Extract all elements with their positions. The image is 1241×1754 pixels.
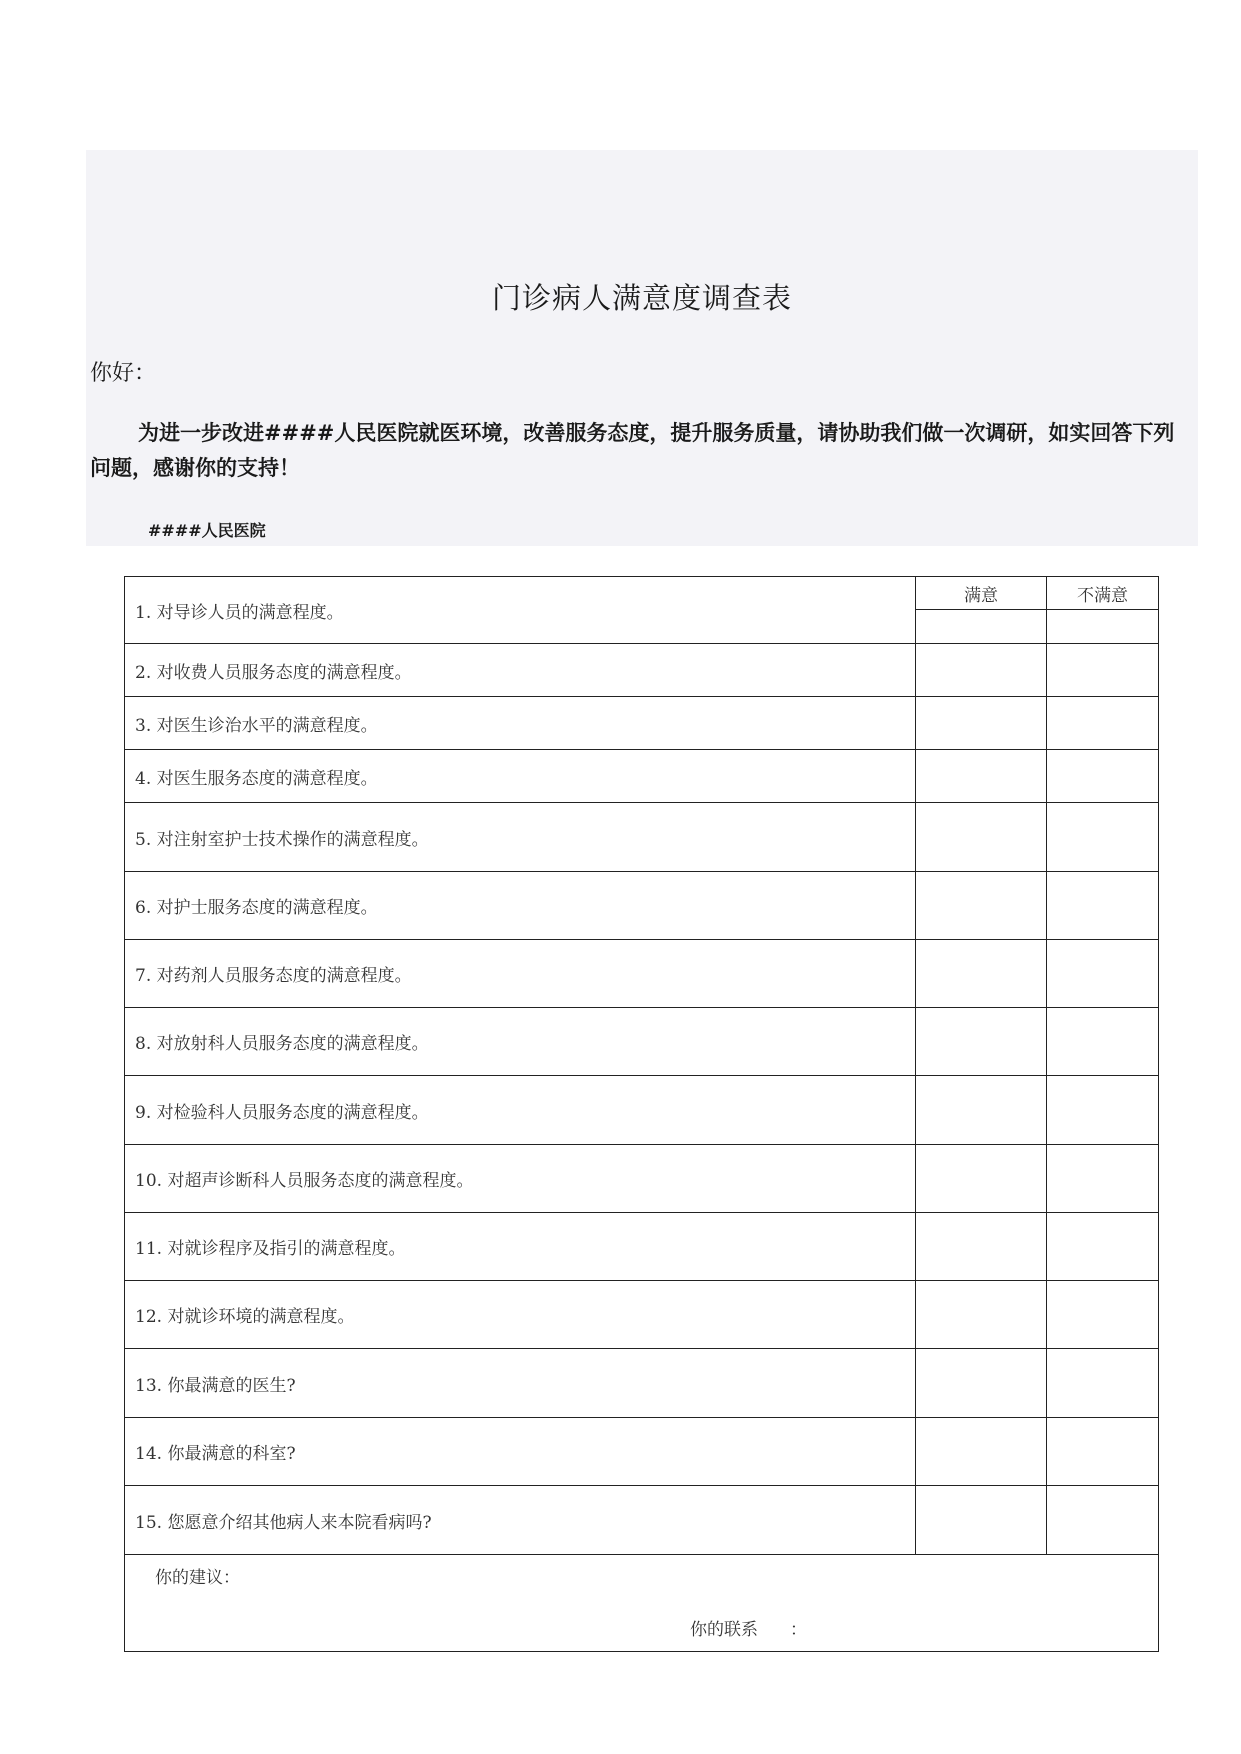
satisfied-checkbox-cell[interactable] [916,610,1047,644]
question-cell: 3. 对医生诊治水平的满意程度。 [125,697,916,750]
table-row [125,1145,1159,1213]
greeting: 你好： [90,361,157,386]
question-cell: 1. 对导诊人员的满意程度。 [125,577,916,644]
unsatisfied-checkbox-cell[interactable] [1047,644,1159,697]
satisfied-checkbox-cell[interactable] [916,750,1047,803]
header-section [86,150,1198,546]
suggestion-area[interactable] [125,1555,1159,1652]
unsatisfied-checkbox-cell[interactable] [1047,610,1159,644]
satisfied-checkbox-cell[interactable] [916,1349,1047,1418]
unsatisfied-checkbox-cell[interactable] [1047,940,1159,1008]
satisfied-checkbox-cell[interactable] [916,940,1047,1008]
question-cell: 5. 对注射室护士技术操作的满意程度。 [125,803,916,872]
contact-colon: ： [790,1620,807,1640]
table-row [125,644,1159,697]
table-row [125,1486,1159,1555]
table-row [125,750,1159,803]
organization-name: ####人民医院 [148,521,266,540]
question-cell: 6. 对护士服务态度的满意程度。 [125,872,916,940]
unsatisfied-checkbox-cell[interactable] [1047,1008,1159,1076]
table-row [125,1076,1159,1145]
satisfied-checkbox-cell[interactable] [916,1486,1047,1555]
column-header-satisfied: 满意 [916,577,1047,610]
unsatisfied-checkbox-cell[interactable] [1047,1213,1159,1281]
table-row [125,803,1159,872]
column-header-unsatisfied: 不满意 [1047,577,1159,610]
table-row [125,1349,1159,1418]
unsatisfied-checkbox-cell[interactable] [1047,697,1159,750]
unsatisfied-checkbox-cell[interactable] [1047,1486,1159,1555]
question-cell: 7. 对药剂人员服务态度的满意程度。 [125,940,916,1008]
satisfied-checkbox-cell[interactable] [916,1008,1047,1076]
survey-table [124,576,1159,1652]
table-row [125,1281,1159,1349]
satisfied-checkbox-cell[interactable] [916,1076,1047,1145]
satisfied-checkbox-cell[interactable] [916,872,1047,940]
table-row [125,872,1159,940]
unsatisfied-checkbox-cell[interactable] [1047,872,1159,940]
question-cell: 8. 对放射科人员服务态度的满意程度。 [125,1008,916,1076]
table-header-row [125,577,1159,610]
table-row [125,1213,1159,1281]
satisfied-checkbox-cell[interactable] [916,1145,1047,1213]
unsatisfied-checkbox-cell[interactable] [1047,750,1159,803]
satisfied-checkbox-cell[interactable] [916,697,1047,750]
unsatisfied-checkbox-cell[interactable] [1047,1281,1159,1349]
contact-label: 你的联系 [690,1620,758,1640]
question-cell: 4. 对医生服务态度的满意程度。 [125,750,916,803]
satisfied-checkbox-cell[interactable] [916,803,1047,872]
unsatisfied-checkbox-cell[interactable] [1047,803,1159,872]
table-row [125,697,1159,750]
intro-paragraph: 为进一步改进####人民医院就医环境，改善服务态度，提升服务质量，请协助我们做一次调研，如实回答下列问题，感谢你的支持！ [90,421,1175,480]
page-title: 门诊病人满意度调查表 [491,281,792,315]
question-cell: 9. 对检验科人员服务态度的满意程度。 [125,1076,916,1145]
table-row [125,940,1159,1008]
unsatisfied-checkbox-cell[interactable] [1047,1418,1159,1486]
table-row [125,1418,1159,1486]
satisfied-checkbox-cell[interactable] [916,1418,1047,1486]
table-row [125,1008,1159,1076]
question-cell: 10. 对超声诊断科人员服务态度的满意程度。 [125,1145,916,1213]
suggestion-row [125,1555,1159,1652]
question-cell: 11. 对就诊程序及指引的满意程度。 [125,1213,916,1281]
satisfied-checkbox-cell[interactable] [916,1281,1047,1349]
suggestion-label: 你的建议： [155,1568,240,1588]
question-cell: 15. 您愿意介绍其他病人来本院看病吗? [125,1486,916,1555]
satisfied-checkbox-cell[interactable] [916,1213,1047,1281]
satisfied-checkbox-cell[interactable] [916,644,1047,697]
question-cell: 2. 对收费人员服务态度的满意程度。 [125,644,916,697]
question-cell: 14. 你最满意的科室? [125,1418,916,1486]
unsatisfied-checkbox-cell[interactable] [1047,1076,1159,1145]
question-cell: 12. 对就诊环境的满意程度。 [125,1281,916,1349]
unsatisfied-checkbox-cell[interactable] [1047,1349,1159,1418]
question-cell: 13. 你最满意的医生? [125,1349,916,1418]
unsatisfied-checkbox-cell[interactable] [1047,1145,1159,1213]
